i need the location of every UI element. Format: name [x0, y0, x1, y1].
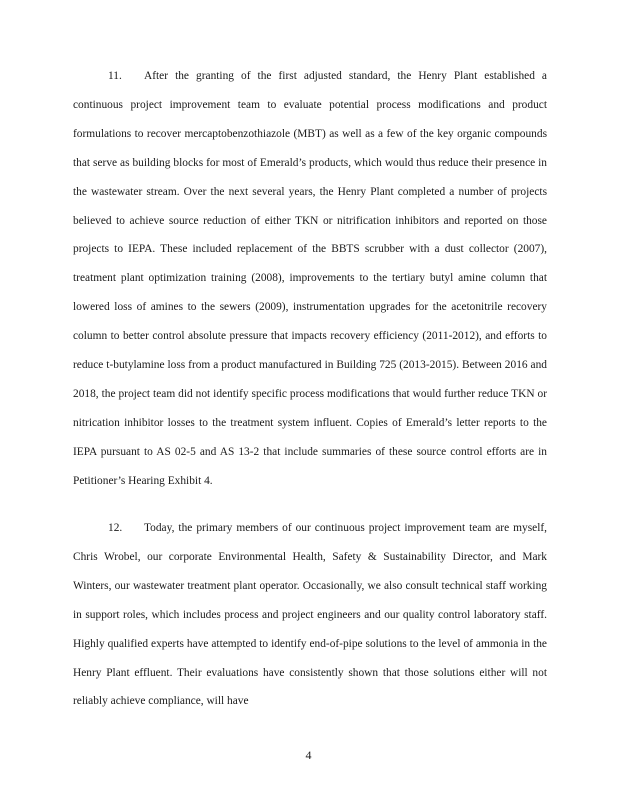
paragraph-number: 11. — [108, 70, 122, 82]
page-number: 4 — [305, 748, 312, 762]
paragraph-text: Today, the primary members of our continuous project improvement team are myself, Chris Wrobel, our corporate Environmental Health, Safety & Sustainability Director, and Mark Winters, our wastewater treatment plant operator. Occasionally, we also consult technical staff working in support roles, which includes process and project engineers and our quality control laboratory staff. Highly qualified experts have attempted to identify end-of-pipe solutions to the level of ammonia in the Henry Plant effluent. Their evaluations have consistently shown that those solutions either will not reliably achieve compliance, will have — [73, 522, 547, 708]
paragraph-11 — [73, 62, 547, 496]
paragraph-text: After the granting of the first adjusted standard, the Henry Plant established a continuous project improvement team to evaluate potential process modifications and product formulations to recover mercaptobenzothiazole (MBT) as well as a few of the key organic compounds that serve as building blocks for most of Emerald’s products, which would thus reduce their presence in the wastewater stream. Over the next several years, the Henry Plant completed a number of projects believed to achieve source reduction of either TKN or nitrification inhibitors and reported on those projects to IEPA. These included replacement of the BBTS scrubber with a dust collector (2007), treatment plant optimization training (2008), improvements to the tertiary butyl amine column that lowered loss of amines to the sewers (2009), instrumentation upgrades for the acetonitrile recovery column to better control absolute pressure that impacts recovery efficiency (2011-2012), and efforts to reduce t-butylamine loss from a product manufactured in Building 725 (2013-2015). Between 2016 and 2018, the project team did not identify specific process modifications that would further reduce TKN or nitrication inhibitor losses to the treatment system influent. Copies of Emerald’s letter reports to the IEPA pursuant to AS 02-5 and AS 13-2 that include summaries of these source control efforts are in Petitioner’s Hearing Exhibit 4. — [73, 70, 547, 487]
paragraph-number: 12. — [108, 522, 123, 534]
paragraph-12 — [73, 514, 547, 716]
